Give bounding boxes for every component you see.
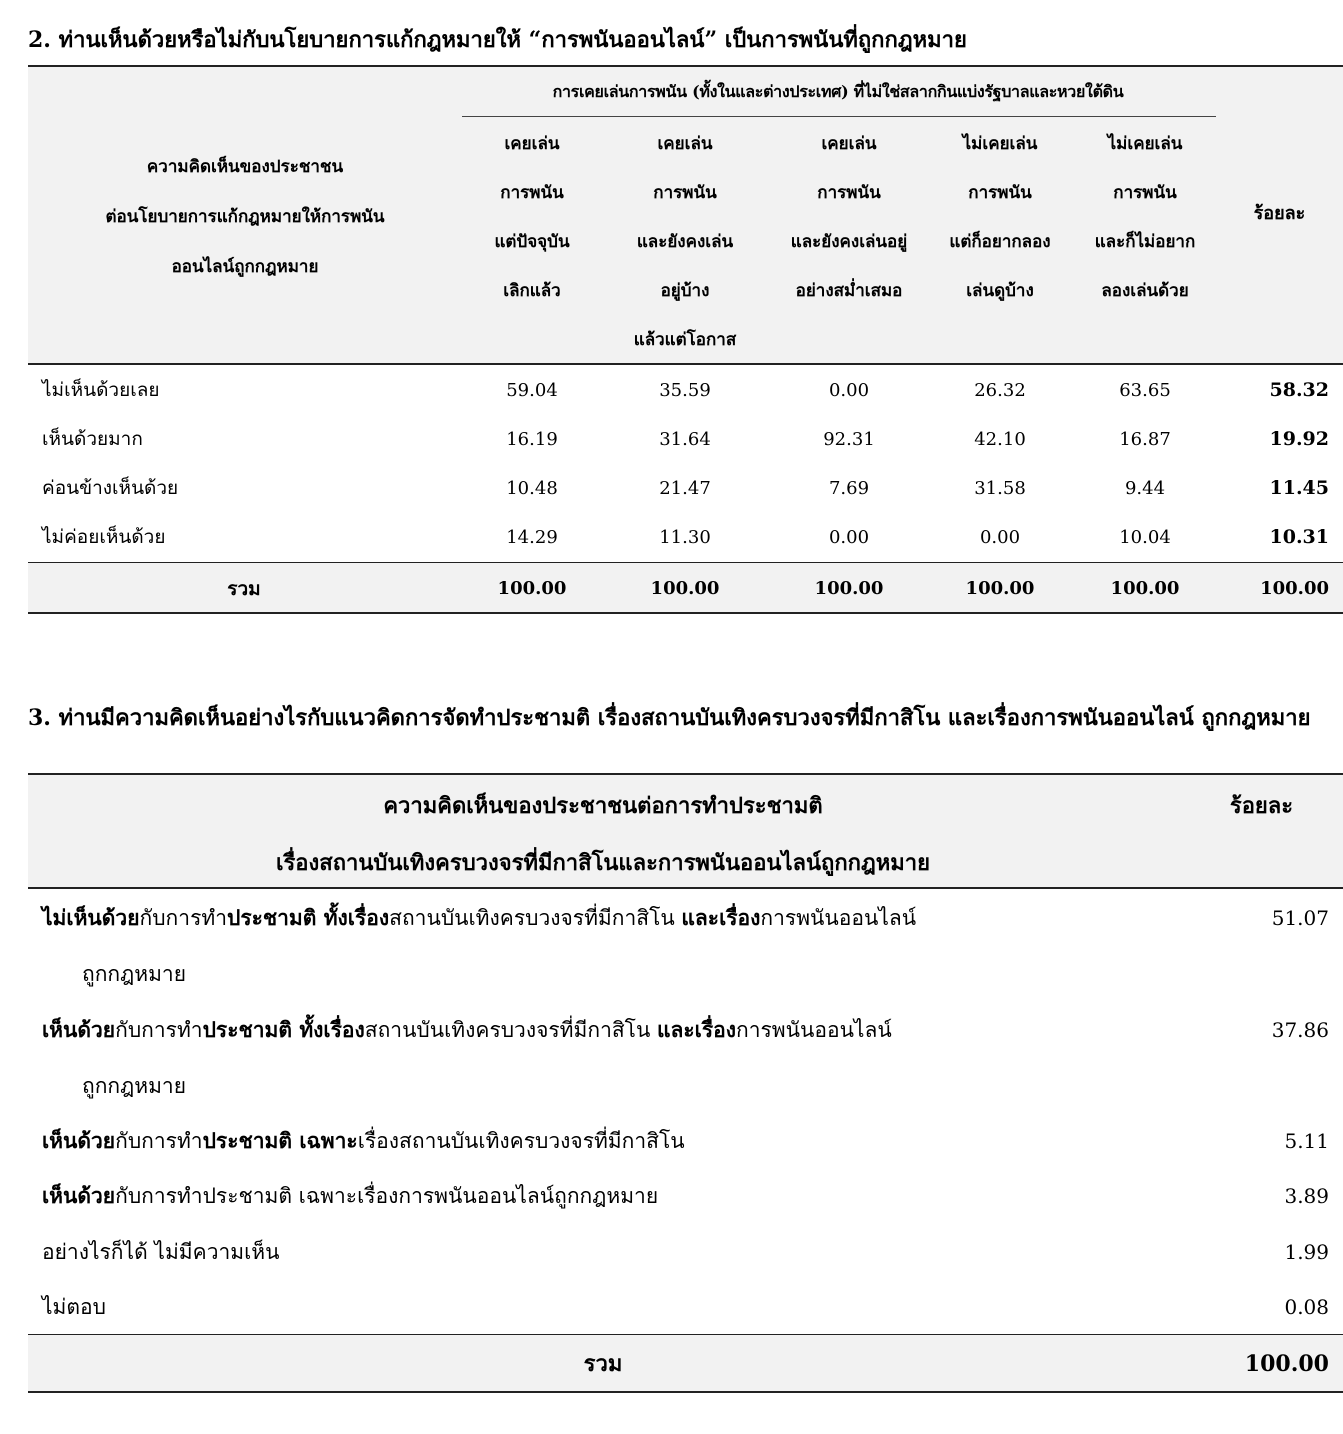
cell-value: 31.58 <box>974 478 1026 499</box>
q3-header-label <box>28 778 1178 892</box>
row-percent: 1.99 <box>1284 1240 1329 1264</box>
q3-total-row <box>28 1335 1343 1391</box>
q2-column-header-line: แต่ก็อยากลอง <box>949 232 1051 252</box>
total-value: 100.00 <box>497 578 567 599</box>
label-segment: เห็นด้วย <box>42 1128 116 1153</box>
q2-column-header-occasional <box>602 120 768 365</box>
cell-value: 11.30 <box>659 527 711 548</box>
table-row <box>28 415 1343 464</box>
row-label: เห็นด้วยมาก <box>42 428 143 450</box>
label-segment: กับการทำ <box>115 1018 203 1042</box>
q3-header-line: เรื่องสถานบันเทิงครบวงจรที่มีกาสิโนและการพนันออนไลน์ถูกกฎหมาย <box>275 850 931 876</box>
q2-column-header-line: และยังคงเล่นอยู่ <box>790 232 908 252</box>
total-percent: 100.00 <box>1244 1351 1329 1377</box>
row-label-text <box>42 1018 892 1042</box>
cell-value: 10.48 <box>506 478 558 499</box>
table-row <box>28 366 1343 415</box>
row-label-text <box>42 1184 658 1208</box>
cell-value: 14.29 <box>506 527 558 548</box>
row-label: ไม่ค่อยเห็นด้วย <box>42 526 166 548</box>
row-percent: 3.89 <box>1284 1184 1329 1208</box>
row-label: ค่อนข้างเห็นด้วย <box>42 477 179 499</box>
cell-value: 21.47 <box>659 478 711 499</box>
row-label-text <box>42 1129 685 1153</box>
q2-group-header: การเคยเล่นการพนัน (ทั้งในและต่างประเทศ) ที่ไม่ใช่สลากกินแบ่งรัฐบาลและหวยใต้ดิน <box>552 82 1124 101</box>
q2-column-header-line: ไม่เคยเล่น <box>1107 134 1183 154</box>
q2-column-header-line: เคยเล่น <box>657 134 713 154</box>
cell-value: 16.19 <box>506 429 558 450</box>
cell-value: 0.00 <box>828 527 870 548</box>
row-percent: 51.07 <box>1271 906 1329 930</box>
table-row <box>28 513 1343 562</box>
q3-percent-header: ร้อยละ <box>1229 793 1294 819</box>
cell-value: 92.31 <box>823 429 875 450</box>
label-segment: ไม่เห็นด้วย <box>42 905 140 930</box>
q2-column-header-line: เลิกแล้ว <box>503 281 561 301</box>
q2-column-header-line: การพนัน <box>817 183 881 203</box>
label-segment: การพนันออนไลน์ <box>736 1018 892 1042</box>
q2-column-header-line: และก็ไม่อยาก <box>1094 232 1196 252</box>
total-value: 100.00 <box>1110 578 1180 599</box>
q2-title: 2. ท่านเห็นด้วยหรือไม่กับนโยบายการแก้กฎหมายให้ “การพนันออนไลน์” เป็นการพนันที่ถูกกฎหมาย <box>28 27 967 53</box>
label-segment: ไม่ตอบ <box>42 1295 106 1319</box>
q2-percent-header: ร้อยละ <box>1253 203 1306 224</box>
q2-column-header-line: ไม่เคยเล่น <box>962 134 1038 154</box>
row-label-continuation: ถูกกฎหมาย <box>82 962 187 986</box>
q2-column-header-line: การพนัน <box>1113 183 1177 203</box>
row-percent: 5.11 <box>1284 1129 1329 1153</box>
q3-header-line: ความคิดเห็นของประชาชนต่อการทำประชามติ <box>383 793 823 819</box>
label-segment: ประชามติ ทั้งเรื่อง <box>202 1017 365 1042</box>
q2-row-header-line: ออนไลน์ถูกกฎหมาย <box>171 257 319 277</box>
q2-column-header-line: เคยเล่น <box>821 134 877 154</box>
row-percent: 58.32 <box>1269 379 1329 401</box>
row-percent: 10.31 <box>1269 526 1329 548</box>
total-label: รวม <box>583 1351 623 1377</box>
q2-group-underline <box>462 116 1216 117</box>
q2-column-header-line: เล่นดูบ้าง <box>966 281 1034 301</box>
cell-value: 59.04 <box>506 380 558 401</box>
row-label-text <box>42 1295 106 1319</box>
table-row <box>28 464 1343 513</box>
total-percent: 100.00 <box>1260 578 1329 599</box>
q2-column-header-line: อย่างสม่ำเสมอ <box>795 281 903 301</box>
row-label: ไม่เห็นด้วยเลย <box>42 379 160 401</box>
label-segment: ประชามติ เฉพาะ <box>202 1128 358 1153</box>
row-label-text <box>42 1240 280 1264</box>
label-segment: ประชามติ ทั้งเรื่อง <box>226 905 390 930</box>
label-segment: และเรื่อง <box>657 1017 737 1042</box>
q2-column-header-regular <box>768 120 930 316</box>
total-value: 100.00 <box>965 578 1035 599</box>
q2-column-header-line: และยังคงเล่น <box>636 232 734 252</box>
cell-value: 35.59 <box>659 380 711 401</box>
label-segment: เห็นด้วย <box>42 1017 116 1042</box>
cell-value: 7.69 <box>828 478 870 499</box>
label-segment: กับการทำ <box>115 1129 203 1153</box>
q3-title: 3. ท่านมีความคิดเห็นอย่างไรกับแนวคิดการจัดทำประชามติ เรื่องสถานบันเทิงครบวงจรที่มีกาสิโน และเรื่องการพนันออนไลน์ ถูกกฎหมาย <box>28 705 1311 731</box>
q2-row-header-line: ต่อนโยบายการแก้กฎหมายให้การพนัน <box>105 207 385 227</box>
q2-column-header-never <box>1072 120 1218 316</box>
row-percent: 19.92 <box>1269 428 1329 450</box>
label-segment: การพนันออนไลน์ <box>760 906 917 930</box>
q3-header-rule <box>28 887 1343 889</box>
label-segment: สถานบันเทิงครบวงจรที่มีกาสิโน <box>364 1018 657 1042</box>
row-label-text <box>42 906 916 930</box>
q2-column-header-line: อยู่บ้าง <box>660 281 710 301</box>
q2-header-rule <box>28 363 1343 365</box>
label-segment: อย่างไรก็ได้ ไม่มีความเห็น <box>42 1240 280 1264</box>
cell-value: 9.44 <box>1124 478 1166 499</box>
q2-row-header <box>40 142 450 292</box>
q3-top-rule <box>28 773 1343 775</box>
label-segment: เรื่องสถานบันเทิงครบวงจรที่มีกาสิโน <box>357 1129 685 1153</box>
cell-value: 63.65 <box>1119 380 1171 401</box>
row-label-continuation: ถูกกฎหมาย <box>82 1074 187 1098</box>
row-percent: 11.45 <box>1269 477 1329 499</box>
cell-value: 26.32 <box>974 380 1026 401</box>
cell-value: 42.10 <box>974 429 1026 450</box>
row-percent: 0.08 <box>1284 1295 1329 1319</box>
cell-value: 10.04 <box>1119 527 1171 548</box>
total-value: 100.00 <box>650 578 720 599</box>
q2-column-header-line: การพนัน <box>653 183 717 203</box>
row-percent: 37.86 <box>1271 1018 1329 1042</box>
label-segment: กับการทำ <box>139 906 227 930</box>
row-label <box>42 1224 1192 1280</box>
q2-column-header-line: เคยเล่น <box>504 134 560 154</box>
row-label <box>42 1002 1192 1114</box>
q2-column-header-quit <box>464 120 600 316</box>
cell-value: 0.00 <box>828 380 870 401</box>
row-label <box>42 1279 1192 1335</box>
q2-bottom-rule <box>28 612 1343 614</box>
q2-column-header-line: แล้วแต่โอกาส <box>633 330 737 350</box>
label-segment: และเรื่อง <box>681 905 761 930</box>
row-label <box>42 1113 1192 1169</box>
row-label <box>42 890 1192 1002</box>
total-label: รวม <box>227 578 261 600</box>
cell-value: 16.87 <box>1119 429 1171 450</box>
q3-bottom-rule <box>28 1391 1343 1393</box>
label-segment: สถานบันเทิงครบวงจรที่มีกาสิโน <box>389 906 682 930</box>
row-label <box>42 1168 1192 1224</box>
q2-column-header-want-to-try <box>930 120 1070 316</box>
q2-column-header-line: การพนัน <box>500 183 564 203</box>
label-segment: กับการทำประชามติ เฉพาะเรื่องการพนันออนไลน์ถูกกฎหมาย <box>115 1184 659 1208</box>
q2-top-rule <box>28 65 1343 67</box>
q2-column-header-line: การพนัน <box>968 183 1032 203</box>
cell-value: 31.64 <box>659 429 711 450</box>
q2-total-row <box>28 563 1343 612</box>
total-value: 100.00 <box>814 578 884 599</box>
q2-column-header-line: ลองเล่นด้วย <box>1101 281 1189 301</box>
cell-value: 0.00 <box>979 527 1021 548</box>
q2-column-header-line: แต่ปัจจุบัน <box>494 232 570 252</box>
q2-row-header-line: ความคิดเห็นของประชาชน <box>146 157 344 177</box>
label-segment: เห็นด้วย <box>42 1183 116 1208</box>
